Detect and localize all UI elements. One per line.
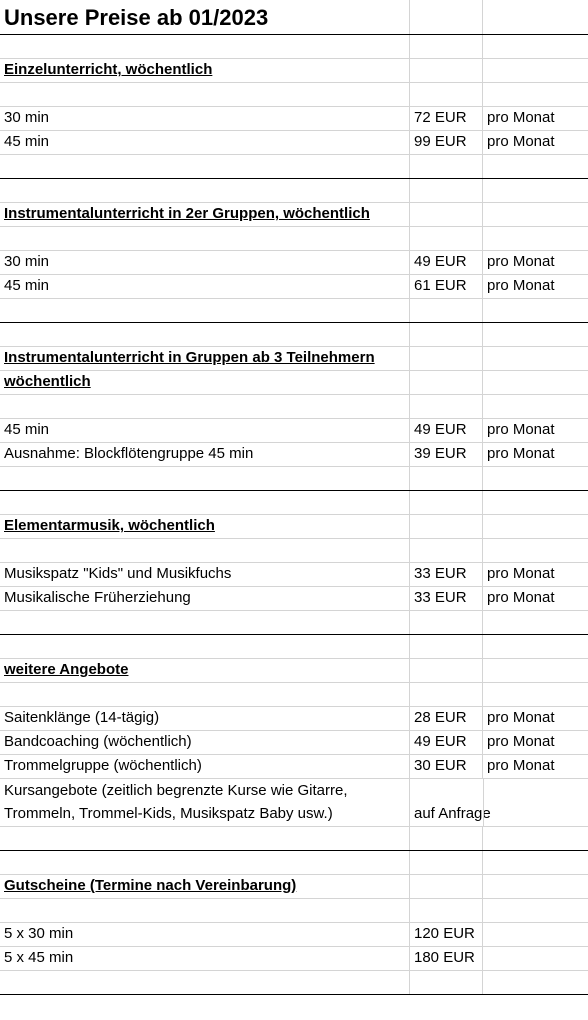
price-label: 45 min — [4, 421, 50, 438]
spacer-row — [0, 227, 588, 251]
price-row — [0, 275, 588, 299]
price-row — [0, 947, 588, 971]
price-label: Bandcoaching (wöchentlich) — [4, 733, 192, 750]
spacer-row — [0, 155, 588, 179]
page-title: Unsere Preise ab 01/2023 — [4, 5, 269, 30]
price-label: 5 x 45 min — [4, 949, 74, 966]
spacer-row — [0, 635, 588, 659]
price-row — [0, 755, 588, 779]
kurs-label-line1: Kursangebote (zeitlich begrenzte Kurse wie Gitarre, — [4, 782, 348, 799]
section-header-row — [0, 203, 588, 227]
price-label: 45 min — [4, 133, 50, 150]
section-header-continued: wöchentlich — [4, 373, 91, 390]
price-unit: pro Monat — [487, 565, 555, 582]
price-label: 5 x 30 min — [4, 925, 74, 942]
spacer-row — [0, 827, 588, 851]
price-unit: pro Monat — [487, 733, 555, 750]
price-value: 120 EUR — [414, 925, 475, 942]
price-label: 30 min — [4, 109, 50, 126]
price-value: 33 EUR — [414, 589, 467, 606]
price-value: 28 EUR — [414, 709, 467, 726]
section-header-row — [0, 371, 588, 395]
price-unit: pro Monat — [487, 133, 555, 150]
price-row — [0, 731, 588, 755]
section-header: Elementarmusik, wöchentlich — [4, 517, 215, 534]
price-unit: pro Monat — [487, 421, 555, 438]
price-row — [0, 107, 588, 131]
section-header-row — [0, 347, 588, 371]
price-row-multiline — [0, 779, 588, 803]
section-header: Instrumentalunterricht in Gruppen ab 3 Teilnehmern — [4, 349, 375, 366]
spacer-row — [0, 395, 588, 419]
price-value: 49 EUR — [414, 253, 467, 270]
title-row — [0, 0, 588, 35]
price-label: Saitenklänge (14-tägig) — [4, 709, 160, 726]
price-value: 99 EUR — [414, 133, 467, 150]
section-header: Instrumentalunterricht in 2er Gruppen, wöchentlich — [4, 205, 370, 222]
price-unit: pro Monat — [487, 589, 555, 606]
price-value: 49 EUR — [414, 421, 467, 438]
price-value: 30 EUR — [414, 757, 467, 774]
price-row — [0, 707, 588, 731]
price-row — [0, 131, 588, 155]
spacer-row — [0, 683, 588, 707]
section-header-row — [0, 59, 588, 83]
price-value: 61 EUR — [414, 277, 467, 294]
price-row — [0, 563, 588, 587]
price-value: 39 EUR — [414, 445, 467, 462]
price-row — [0, 923, 588, 947]
spacer-row — [0, 491, 588, 515]
spacer-row — [0, 851, 588, 875]
spacer-row — [0, 539, 588, 563]
price-row — [0, 419, 588, 443]
spacer-row — [0, 299, 588, 323]
section-header-row — [0, 659, 588, 683]
section-header: Einzelunterricht, wöchentlich — [4, 61, 213, 78]
kurs-label-line2: Trommeln, Trommel-Kids, Musikspatz Baby usw.) — [4, 805, 333, 822]
spacer-row — [0, 611, 588, 635]
price-row — [0, 251, 588, 275]
spacer-row — [0, 35, 588, 59]
price-label: Musikspatz "Kids" und Musikfuchs — [4, 565, 232, 582]
price-value: 33 EUR — [414, 565, 467, 582]
spacer-row — [0, 83, 588, 107]
spacer-row — [0, 971, 588, 995]
price-row — [0, 443, 588, 467]
spacer-row — [0, 467, 588, 491]
price-unit: pro Monat — [487, 445, 555, 462]
price-unit: pro Monat — [487, 757, 555, 774]
section-header: Gutscheine (Termine nach Vereinbarung) — [4, 877, 297, 894]
spacer-row — [0, 899, 588, 923]
price-label: Trommelgruppe (wöchentlich) — [4, 757, 202, 774]
spacer-row — [0, 179, 588, 203]
price-value: 72 EUR — [414, 109, 467, 126]
price-value: 180 EUR — [414, 949, 475, 966]
price-unit: pro Monat — [487, 277, 555, 294]
price-label: Musikalische Früherziehung — [4, 589, 191, 606]
price-value: 49 EUR — [414, 733, 467, 750]
price-unit: pro Monat — [487, 109, 555, 126]
section-header-row — [0, 515, 588, 539]
price-label: Ausnahme: Blockflötengruppe 45 min — [4, 445, 254, 462]
price-unit: pro Monat — [487, 253, 555, 270]
section-header-row — [0, 875, 588, 899]
spacer-row — [0, 323, 588, 347]
price-label: 30 min — [4, 253, 50, 270]
price-row — [0, 587, 588, 611]
price-value: auf Anfrage — [414, 805, 491, 822]
price-row-multiline — [0, 803, 588, 827]
price-unit: pro Monat — [487, 709, 555, 726]
price-label: 45 min — [4, 277, 50, 294]
section-header: weitere Angebote — [4, 661, 129, 678]
